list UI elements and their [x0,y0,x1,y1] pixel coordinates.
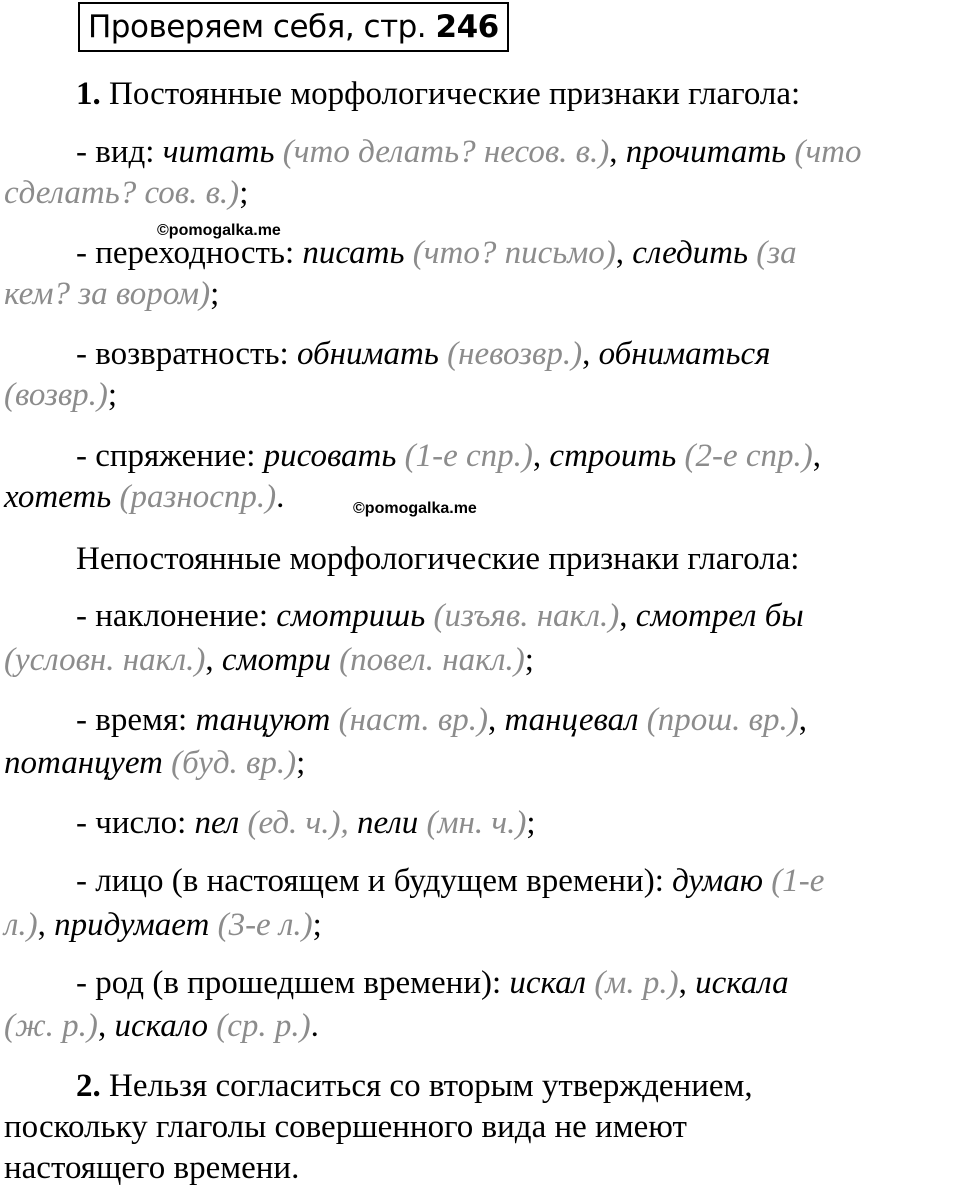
text-span: писать [302,235,405,271]
text-span: Постоянные морфологические признаки глагола: [100,76,801,112]
text-span: (буд. вр.) [162,745,297,781]
text-span: (1-е спр.) [396,438,533,474]
text-span: пели [357,805,419,841]
feature-person [4,861,960,902]
text-span: хотеть [4,479,112,515]
text-span: смотрел бы [635,598,804,634]
text-span: . [276,479,285,515]
task2-line1 [4,1066,960,1107]
text-span: - возвратность: [76,336,297,372]
text-span: (за [748,235,797,271]
text-span: , [97,1008,115,1044]
text-span: ; [210,276,220,312]
feature-conjugation-cont [4,477,960,518]
text-span: ; [524,642,534,678]
text-span: (невозвр.) [438,336,583,372]
text-span: поскольку глаголы совершенного вида не имеют [4,1109,687,1145]
text-span: сделать? сов. в.) [4,175,240,211]
watermark: ©pomogalka.me [157,222,281,239]
text-span: . [310,1008,319,1044]
text-span: танцевал [504,702,639,738]
header-page-number: 246 [435,9,499,45]
feature-mood [4,596,960,637]
task2-line3 [4,1148,960,1189]
text-span: (изъяв. накл.) [425,598,620,634]
text-span: Нельзя согласиться со вторым утверждением, [100,1068,753,1104]
text-span: Непостоянные морфологические признаки глагола: [76,541,800,577]
header-title: Проверяем себя, стр. [88,9,436,45]
text-span: (что? письмо) [404,235,616,271]
feature-person-cont [4,905,960,946]
feature-gender [4,963,960,1004]
feature-conjugation [4,436,960,477]
text-span: , [609,134,626,170]
text-span: - переходность: [76,235,303,271]
feature-gender-cont [4,1006,960,1047]
text-span: смотришь [276,598,426,634]
text-span: (2-е спр.) [676,438,813,474]
text-span: , [582,336,599,372]
text-span: ; [312,907,322,943]
text-span: (что делать? несов. в.) [274,134,610,170]
text-span: обниматься [598,336,771,372]
text-span: (ср. р.) [208,1008,311,1044]
text-span: строить [549,438,677,474]
task2-number: 2. [76,1068,101,1104]
page-header [78,2,509,52]
text-span: (ж. р.) [4,1008,98,1044]
text-span: ; [107,377,118,413]
text-span: потанцует [4,745,163,781]
text-span: придумает [54,907,210,943]
watermark: ©pomogalka.me [353,500,477,517]
text-span: следить [632,235,749,271]
text-span: смотри [221,642,331,678]
text-span: (3-е л.) [209,907,313,943]
text-span: (ед. ч.), [239,805,357,841]
text-span: , [205,642,222,678]
task1-intro-nonconstant [4,539,960,580]
text-span: обнимать [296,336,439,372]
text-span: рисовать [263,438,397,474]
text-span: настоящего времени. [4,1150,300,1186]
text-span: (наст. вр.) [330,702,488,738]
text-span: ; [239,175,249,211]
text-span: , [37,907,55,943]
text-span: , [487,702,505,738]
text-span: ; [526,805,536,841]
task2-line2 [4,1107,960,1148]
text-span: , [615,235,633,271]
feature-transitivity-cont [4,274,960,315]
text-span: (мн. ч.) [418,805,527,841]
feature-tense [4,700,960,741]
text-span: танцуют [195,702,331,738]
feature-number [4,803,960,844]
feature-reflexivity-cont [4,375,960,416]
text-span: прочитать [625,134,787,170]
text-span: , [678,965,696,1001]
text-span: (разноспр.) [111,479,277,515]
text-span: (условн. накл.) [4,642,206,678]
text-span: ; [296,745,306,781]
text-span: думаю [672,863,764,899]
text-span: искало [114,1008,208,1044]
text-span: - наклонение: [76,598,277,634]
feature-aspect-cont [4,173,960,214]
text-span: - вид: [76,134,163,170]
feature-reflexivity [4,334,960,375]
text-span: , [812,438,822,474]
feature-aspect [4,132,960,173]
text-span: - лицо (в настоящем и будущем времени): [76,863,673,899]
text-span: - род (в прошедшем времени): [76,965,510,1001]
text-span: (что [786,134,862,170]
feature-transitivity [4,233,960,274]
text-span: , [532,438,550,474]
text-span: - число: [76,805,195,841]
text-span: искал [509,965,587,1001]
text-span: читать [162,134,275,170]
text-span: кем? за вором) [4,276,211,312]
text-span: (прош. вр.) [638,702,799,738]
text-span: пел [194,805,240,841]
task1-number: 1. [76,76,101,112]
text-span: (возвр.) [4,377,108,413]
text-span: (м. р.) [586,965,679,1001]
text-span: л.) [4,907,38,943]
text-span: - спряжение: [76,438,264,474]
text-span: - время: [76,702,196,738]
text-span: (1-е [763,863,825,899]
text-span: , [619,598,636,634]
text-span: (повел. накл.) [330,642,525,678]
text-span: , [798,702,807,738]
task1-intro [4,74,960,115]
feature-mood-cont [4,640,960,681]
text-span: искала [695,965,789,1001]
feature-tense-cont [4,743,960,784]
